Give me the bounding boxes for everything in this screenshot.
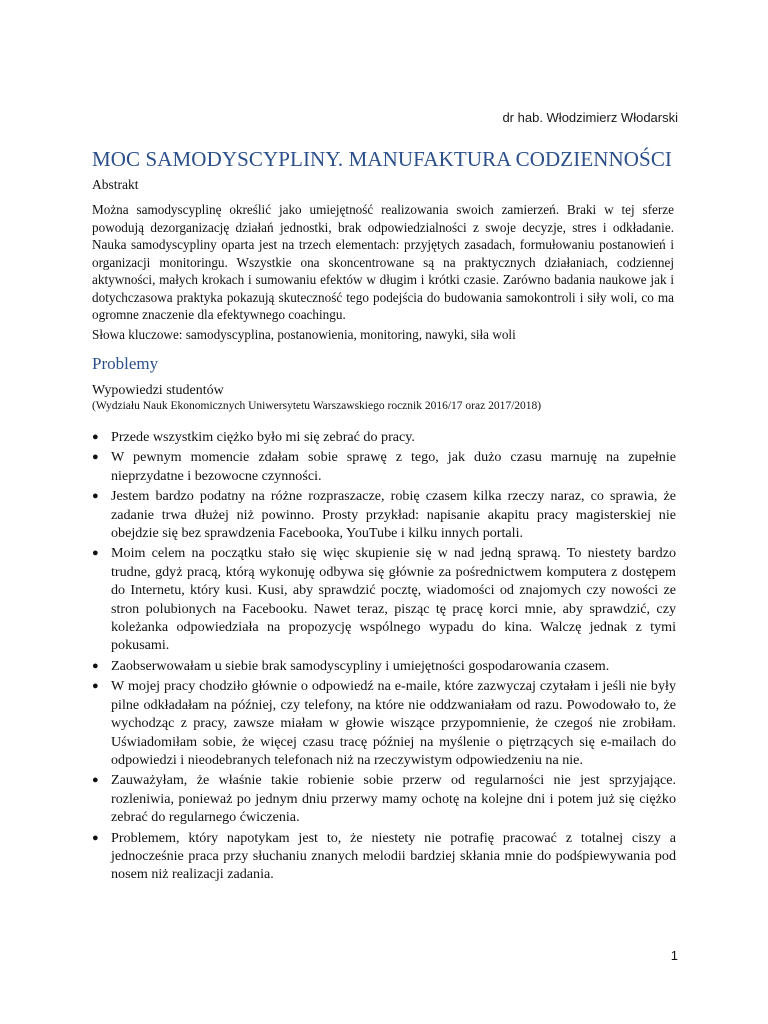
quote-text: Zaobserwowałam u siebie brak samodyscypliny i umiejętności gospodarowania czasem. (111, 657, 610, 674)
quote-text: W mojej pracy chodziło głównie o odpowiedź na e-maile, które zazwyczaj czytałam i jeśli nie były pilne odkładałam na później, czy telefony, na które nie oddzwaniałam od razu. Powodowało to, że wychodząc z pracy, zawsze miałam w głowie wiszące przypomnienie, że czegoś nie zrobiłam. Uświadomiłam sobie, że więcej czasu tracę później na myślenie o piętrzących się e-mailach do odpowiedzi i nieodebranych telefonach niż na rzeczywistym odpowiedzeniu na nie. (111, 678, 676, 768)
list-item (92, 657, 676, 675)
list-item (92, 448, 676, 485)
quote-text: Moim celem na początku stało się więc skupienie się w nad jedną sprawą. To niestety bardzo trudne, gdyż pracą, którą wykonuję odbywa się głównie za pośrednictwem komputera z dostępem do Internetu, który kusi. Kusi, aby sprawdzić pocztę, wiadomości od znajomych czy nowości ze stron polubionych na Facebooku. Nawet teraz, pisząc tę pracę korci mnie, aby sprawdzić, czy koleżanka odpowiedziała na propozycję wspólnego wypadu do kina. Walczę jednak z tymi pokusami. (111, 545, 676, 654)
bullet-icon: ● (92, 451, 99, 464)
bullet-icon: ● (92, 431, 99, 443)
list-item (92, 771, 676, 826)
quote-text: Przede wszystkim ciężko było mi się zebrać do pracy. (111, 429, 415, 445)
quote-text: Zauważyłam, że właśnie takie robienie sobie przerw od regularności nie jest sprzyjające. rozleniwia, ponieważ po jednym dniu przerwy mamy ochotę na kolejne dni i potem już się ciężko zebrać do regularnego ćwiczenia. (111, 772, 676, 826)
bullet-icon: ● (92, 831, 99, 844)
quote-text: W pewnym momencie zdałam sobie sprawę z tego, jak dużo czasu marnuję na zupełnie nieprzydatne i bezowocne czynności. (111, 449, 676, 484)
bullet-icon: ● (92, 774, 99, 787)
bullet-icon: ● (92, 547, 99, 560)
bullet-icon: ● (92, 680, 99, 693)
list-item (92, 428, 676, 446)
keywords-line: Słowa kluczowe: samodyscyplina, postanowienia, monitoring, nawyki, siła woli (92, 327, 516, 342)
student-quotes-list (92, 428, 676, 886)
quote-text: Problemem, który napotykam jest to, że niestety nie potrafię pracować z totalnej ciszy a jednocześnie praca przy słuchaniu znanych melodii bardziej skłania mnie do podśpiewywania pod nosem niż realizacji zadania. (111, 829, 676, 883)
list-item (92, 487, 676, 542)
abstract-text: Można samodyscyplinę określić jako umiejętność realizowania swoich zamierzeń. Braki w tej sferze powodują dezorganizację działań jednostki, brak odpowiedzialności z swoje decyzje, stres i odkładanie. Nauka samodyscypliny oparta jest na trzech elementach: przyjętych zasadach, formułowaniu postanowień i organizacji monitoringu. Wszystkie ona skoncentrowane są na praktycznych działaniach, codziennej aktywności, małych krokach i sumowaniu efektów w długim i krótki czasie. Zarówno badania naukowe jak i dotychczasowa praktyka pokazują skuteczność tego podejścia do budowania samokontroli i siły woli, co ma ogromne znaczenie dla efektywnego coachingu. (92, 202, 674, 322)
bullet-icon: ● (92, 490, 99, 503)
list-item (92, 544, 676, 654)
bullet-icon: ● (92, 659, 99, 672)
quote-text: Jestem bardzo podatny na różne rozpraszacze, robię czasem kilka rzeczy naraz, co sprawia, że zadanie trwa dłużej niż powinno. Prosty przykład: napisanie akapitu pracy magisterskiej nie obejdzie się bez sprawdzenia Facebooka, YouTube i kilku innych portali. (111, 488, 676, 542)
subheading-student-statements: Wypowiedzi studentów (92, 383, 224, 398)
list-item (92, 677, 676, 769)
list-item (92, 829, 676, 884)
source-note: (Wydziału Nauk Ekonomicznych Uniwersytetu Warszawskiego rocznik 2016/17 oraz 2017/2018) (92, 400, 542, 412)
author-line: dr hab. Włodzimierz Włodarski (502, 110, 678, 125)
document-title: MOC SAMODYSCYPLINY. MANUFAKTURA CODZIENNOŚCI (92, 147, 673, 171)
section-heading-problemy: Problemy (92, 354, 159, 373)
abstract-label: Abstrakt (92, 177, 139, 192)
page-number: 1 (670, 948, 678, 963)
